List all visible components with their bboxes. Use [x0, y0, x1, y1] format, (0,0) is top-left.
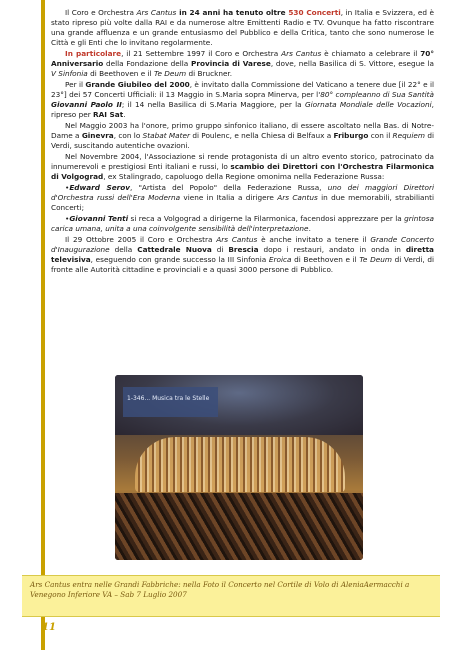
- text-run: Ars Cantus: [216, 235, 258, 244]
- text-run: Il Coro e Orchestra: [65, 8, 137, 17]
- text-run: Eroica: [268, 255, 292, 264]
- text-run: , è invitato dalla Commissione del Vaticano a tenere due [il 22° e il 23°] dei 57 Concerti Ufficiali: il 13 Maggio in S.Maria sopra Minerva, per l': [51, 80, 435, 99]
- paragraph-7: [51, 214, 434, 234]
- text-run: .: [308, 224, 311, 233]
- text-run: Edward Serov: [69, 183, 131, 192]
- text-run: si reca a Volgograd a dirigerne la Filarmonica, facendosi apprezzare per la: [128, 214, 405, 223]
- text-run: 70° Anniversario: [51, 49, 434, 68]
- page-number: 11: [42, 622, 56, 633]
- text-run: di Poulenc, e nella Chiesa di Belfaux a: [190, 131, 334, 140]
- text-run: Friburgo: [333, 131, 369, 140]
- paragraph-3: [51, 80, 434, 120]
- paragraph-6: [51, 183, 434, 213]
- text-run: Grande Giubileo del 2000: [85, 80, 190, 89]
- text-run: In particolare: [65, 49, 122, 58]
- paragraph-2: [51, 49, 434, 79]
- paragraph-1: [51, 8, 434, 48]
- bullet: •: [65, 214, 70, 223]
- text-run: di Verdi, di fronte alle Autorità cittadine e provinciali e a quasi 3000 persone di Pubblico.: [51, 255, 434, 274]
- screen-text: 1-346... Musica tra le Stelle: [127, 395, 210, 402]
- text-run: .: [123, 110, 126, 119]
- text-run: , eseguendo con grande successo la III Sinfonia: [90, 255, 269, 264]
- text-run: di Verdi, suscitando autentiche ovazioni.: [51, 131, 434, 150]
- left-margin-rule: [41, 0, 45, 650]
- paragraph-8: [51, 235, 434, 275]
- text-run: Ars Cantus: [281, 49, 322, 58]
- text-run: in 24 anni ha tenuto oltre: [176, 8, 289, 17]
- text-run: , ex Stalingrado, capoluogo della Regione omonima nella Federazione Russa:: [103, 172, 385, 181]
- text-run: V Sinfonia: [51, 69, 88, 78]
- text-run: Grande Concerto d'Inaugurazione: [51, 235, 435, 254]
- paragraph-5: [51, 152, 434, 182]
- concert-photo: [115, 375, 363, 560]
- text-run: Stabat Mater: [142, 131, 190, 140]
- text-run: Giovanni Paolo II: [51, 100, 122, 109]
- text-run: scambio dei Direttori con l'Orchestra Filarmonica di Volgograd: [51, 162, 435, 181]
- text-run: , il 21 Settembre 1997 il Coro e Orchestra: [121, 49, 282, 58]
- text-run: Ginevra: [81, 131, 114, 140]
- photo-caption: Ars Cantus entra nelle Grandi Fabbriche: nella Foto il Concerto nel Cortile di Volo di AleniaAermacchi a Venegono Inferiore VA – Sab 7 Luglio 2007: [30, 580, 410, 599]
- text-run: della: [109, 245, 138, 254]
- text-run: di: [211, 245, 229, 254]
- text-run: , dove, nella Basilica di S. Vittore, esegue la: [270, 59, 434, 68]
- text-run: Provincia di Varese: [191, 59, 271, 68]
- text-run: dopo i restauri, andato in onda in: [258, 245, 406, 254]
- projection-screen: [123, 387, 218, 417]
- text-run: Ars Cantus: [277, 193, 318, 202]
- text-run: è anche invitato a tenere il: [257, 235, 371, 244]
- text-run: con il: [368, 131, 393, 140]
- text-run: viene in Italia a dirigere: [180, 193, 278, 202]
- text-run: Requiem: [392, 131, 425, 140]
- text-run: Giornata Mondiale delle Vocazioni: [304, 100, 432, 109]
- text-run: Il 29 Ottobre 2005 il Coro e Orchestra: [65, 235, 217, 244]
- text-run: Cattedrale Nuova: [137, 245, 212, 254]
- choir-group: [135, 437, 345, 492]
- text-run: di Beethoven e il: [291, 255, 360, 264]
- text-run: 530 Concerti: [288, 8, 341, 17]
- text-run: uno dei maggiori Direttori d'Orchestra russi dell'Era Moderna: [51, 183, 434, 202]
- text-run: di Beethoven e il: [87, 69, 154, 78]
- text-run: Brescia: [228, 245, 259, 254]
- text-run: RAI Sat: [93, 110, 124, 119]
- text-run: Ars Cantus: [136, 8, 177, 17]
- text-run: Per il: [65, 80, 86, 89]
- text-run: in due memorabili, strabilianti Concerti;: [51, 193, 434, 212]
- orchestra-group: [115, 493, 363, 560]
- text-run: 80° compleanno di Sua Santità: [320, 90, 434, 99]
- text-run: , ripreso per: [51, 100, 434, 119]
- text-run: , "Artista del Popolo" della Federazione Russa,: [130, 183, 328, 192]
- paragraph-4: [51, 121, 434, 151]
- text-run: Te Deum: [153, 69, 187, 78]
- text-run: Nel Novembre 2004, l'Associazione si rende protagonista di un altro evento storico, patrocinato da innumerevoli e prestigiosi Enti italiani e russi, lo: [51, 152, 434, 171]
- text-run: è chiamato a celebrare il: [321, 49, 421, 58]
- text-run: Te Deum: [359, 255, 392, 264]
- text-run: diretta televisiva: [51, 245, 434, 264]
- text-run: grintosa carica umana, unita a una coinvolgente sensibilità dell'interpretazione: [51, 214, 434, 233]
- text-run: , in Italia e Svizzera, ed è stato ripreso più volte dalla RAI e da numerose altre Emittenti Radio e TV. Ovunque ha fatto riscontrare una grande affluenza e un grande entusiasmo del Pubblico e della Critica, tanto che sono numerose le Città e gli Enti che lo invitano regolarmente.: [51, 8, 434, 47]
- text-run: di Bruckner.: [186, 69, 233, 78]
- text-run: , con lo: [113, 131, 143, 140]
- bullet: •: [65, 183, 70, 192]
- body-text: [51, 8, 434, 276]
- text-run: Giovanni Tenti: [69, 214, 129, 223]
- text-run: della Fondazione della: [103, 59, 192, 68]
- text-run: ; il 14 nella Basilica di S.Maria Maggiore, per la: [121, 100, 305, 109]
- text-run: Nel Maggio 2003 ha l'onore, primo gruppo sinfonico italiano, di essere ascoltato nella Bas. di Notre-Dame a: [51, 121, 434, 140]
